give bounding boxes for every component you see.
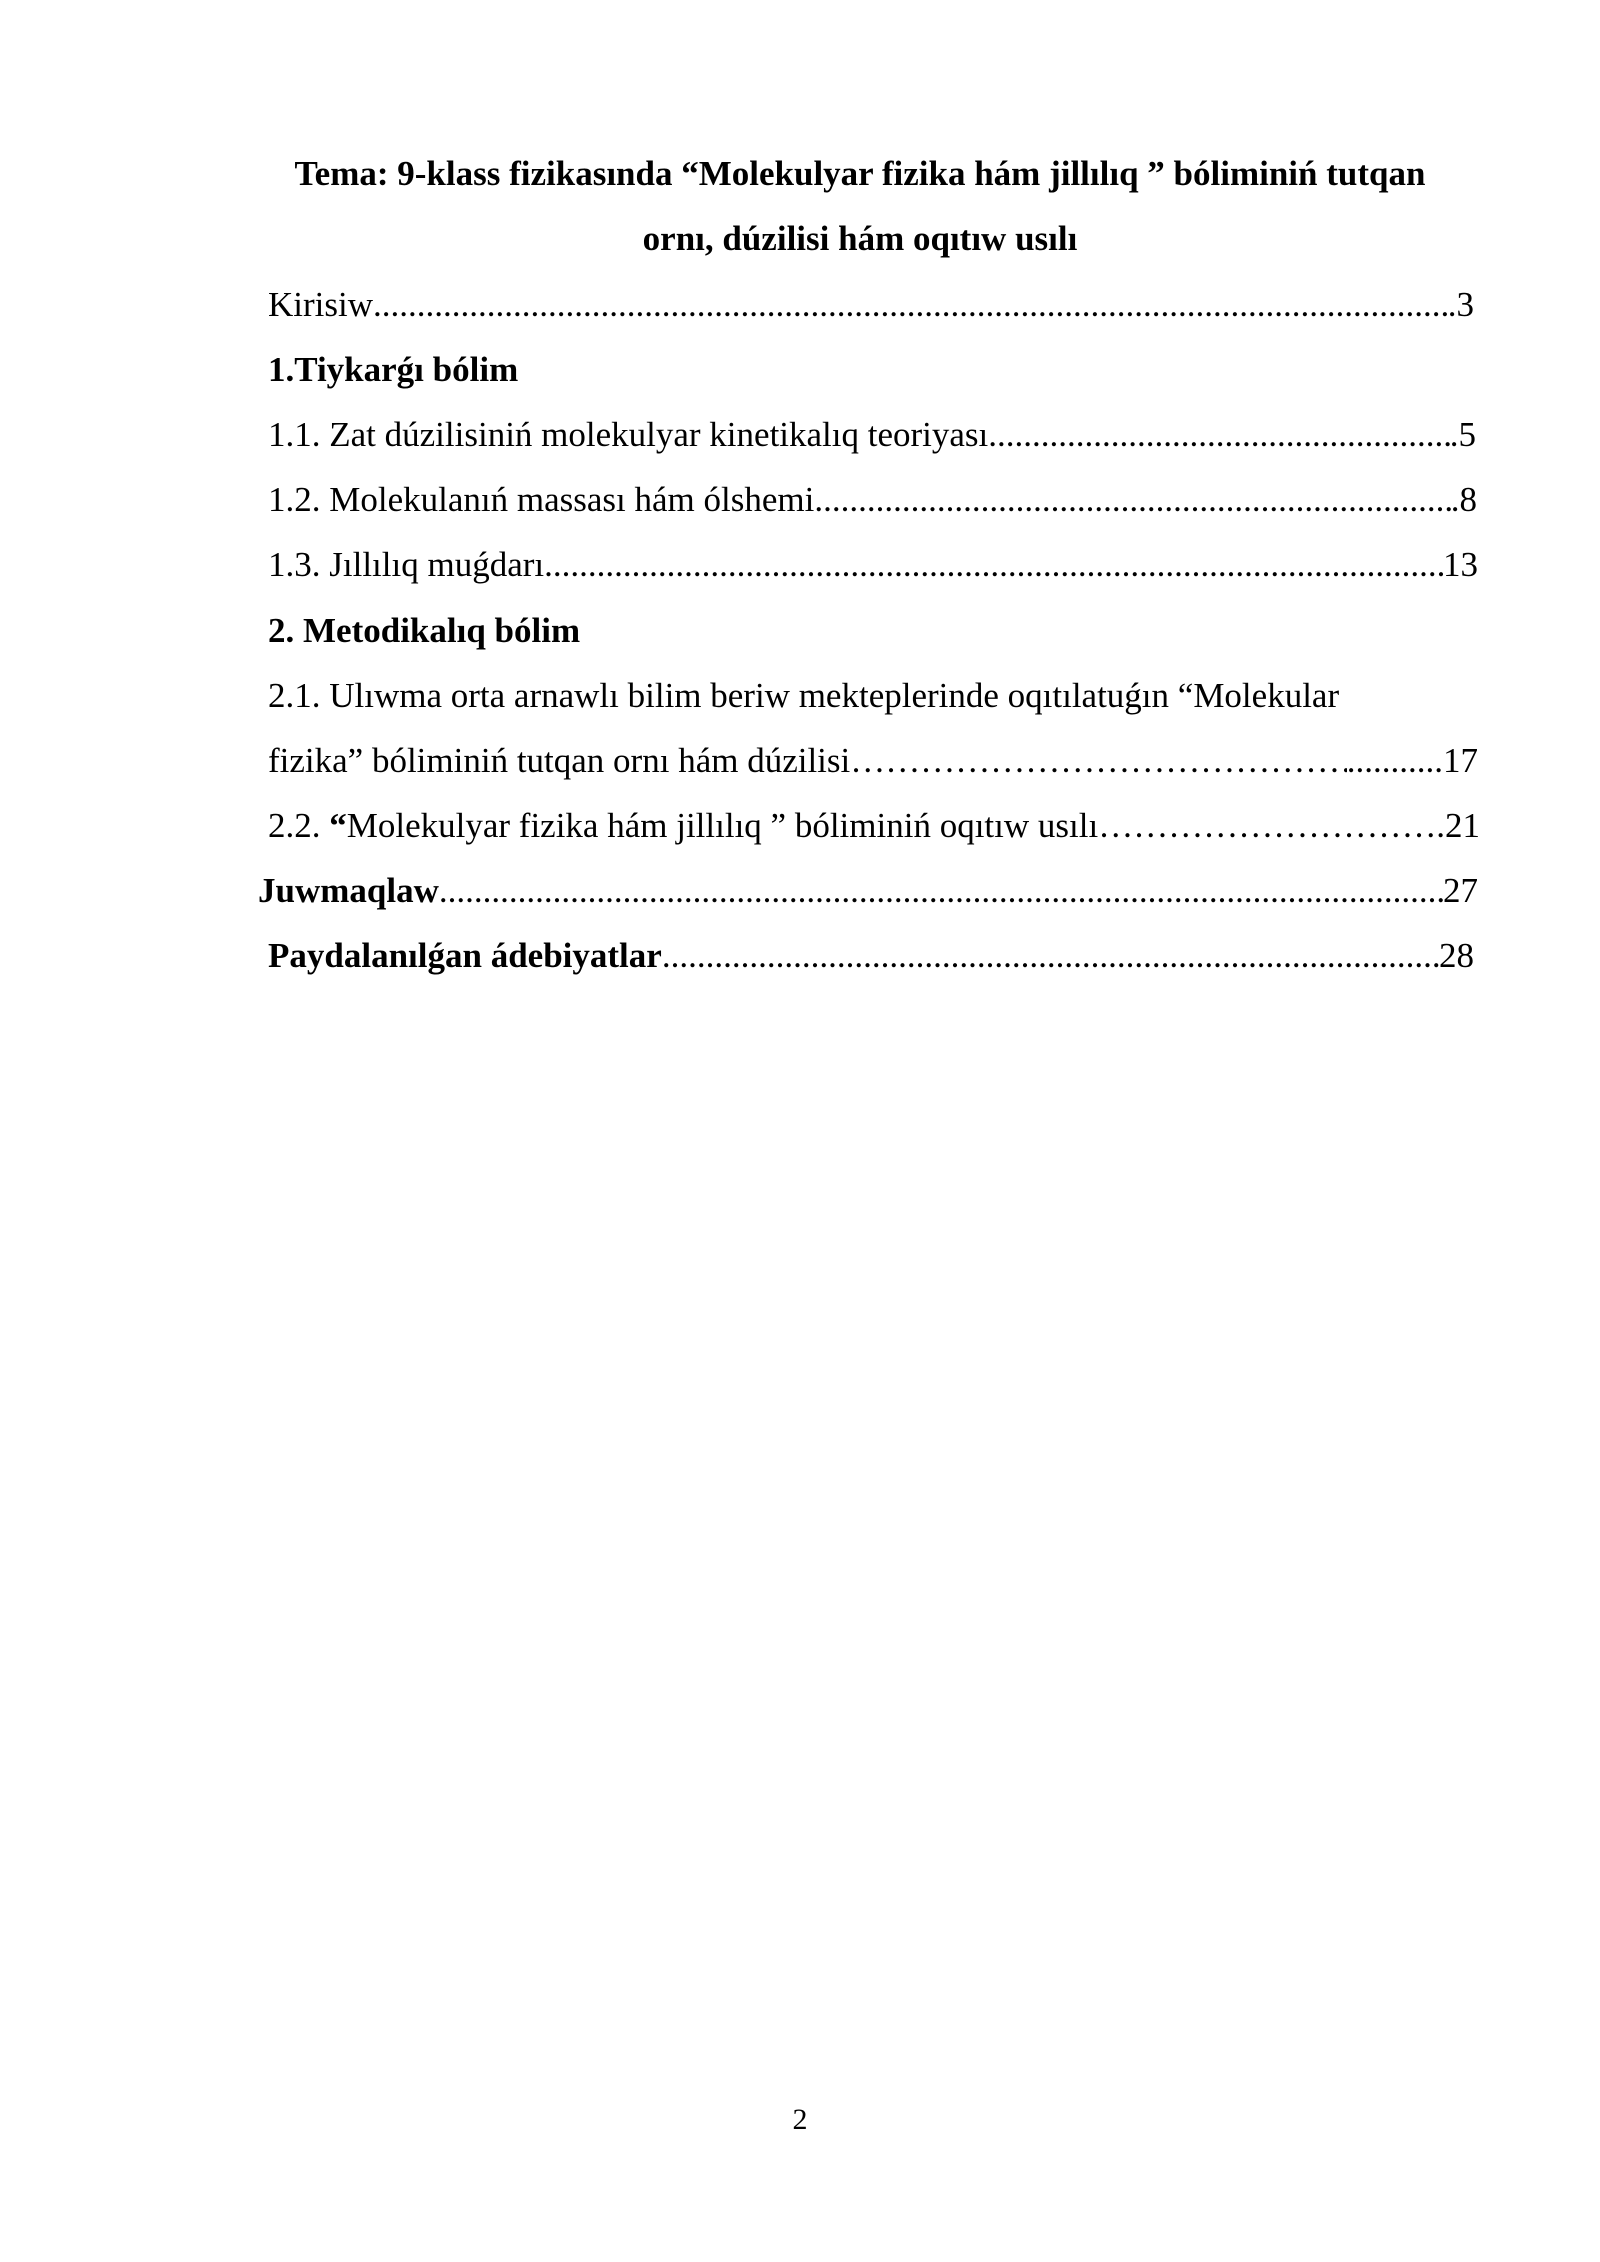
toc-entry-label: Molekulyar fizika hám jillılıq ” bóliminiń oqıtıw usılı (346, 806, 1099, 845)
toc-entry-label: 1.1. Zat dúzilisiniń molekulyar kinetikalıq teoriyası (268, 415, 989, 454)
toc-leader-dots (988, 413, 1449, 457)
toc-entry-page: .3 (1447, 285, 1474, 324)
toc-entry-page: ...........17 (1346, 741, 1478, 780)
toc-entry-2-2[interactable] (268, 804, 1480, 848)
toc-entry-page: .8 (1450, 480, 1477, 519)
toc-leader-dots (373, 283, 1448, 327)
toc-leader-dots (544, 543, 1443, 587)
toc-entry-1-1[interactable] (268, 413, 1476, 457)
toc-leader-dots (439, 869, 1443, 913)
toc-entry-references[interactable] (268, 934, 1474, 978)
toc-entry-open-quote: “ (329, 806, 347, 845)
toc-entry-intro[interactable] (268, 283, 1474, 327)
toc-entry-1-2[interactable] (268, 478, 1477, 522)
toc-entry-page: .5 (1449, 415, 1476, 454)
document-title-line-1: Tema: 9-klass fizikasında “Molekulyar fizika hám jillılıq ” bóliminiń tutqan (294, 154, 1426, 193)
toc-leader-dots (1098, 804, 1436, 848)
toc-entry-label: fizika” bóliminiń tutqan ornı hám dúzilisi (268, 741, 851, 780)
toc-leader-dots (814, 478, 1450, 522)
toc-entry-2-1-line-1[interactable]: 2.1. Ulıwma orta arnawlı bilim beriw mekteplerinde oqıtılatuǵın “Molekular (268, 676, 1340, 715)
toc-entry-page: 13 (1443, 545, 1478, 584)
document-title-line-2: ornı, dúzilisi hám oqıtıw usılı (642, 219, 1078, 258)
page-number: 2 (792, 2103, 808, 2136)
toc-leader-dots (662, 934, 1439, 978)
toc-entry-label: 1.2. Molekulanıń massası hám ólshemi (268, 480, 815, 519)
toc-entry-label: 1.3. Jıllılıq muǵdarı (268, 545, 545, 584)
toc-leader-dots (850, 739, 1346, 783)
toc-heading-part-1[interactable]: 1.Tiykarǵı bólim (268, 350, 519, 389)
toc-entry-label: Paydalanılǵan ádebiyatlar (268, 936, 662, 975)
toc-entry-1-3[interactable] (268, 543, 1478, 587)
toc-heading-part-2[interactable]: 2. Metodikalıq bólim (268, 611, 581, 650)
toc-entry-page: .21 (1436, 806, 1480, 845)
toc-entry-label: Kirisiw (268, 285, 373, 324)
toc-entry-page: 28 (1439, 936, 1474, 975)
toc-entry-number: 2.2. (268, 806, 330, 845)
toc-entry-page: 27 (1443, 871, 1478, 910)
toc-entry-2-1-line-2[interactable] (268, 739, 1478, 783)
toc-entry-label: Juwmaqlaw (258, 871, 439, 910)
toc-entry-conclusion[interactable] (258, 869, 1478, 913)
